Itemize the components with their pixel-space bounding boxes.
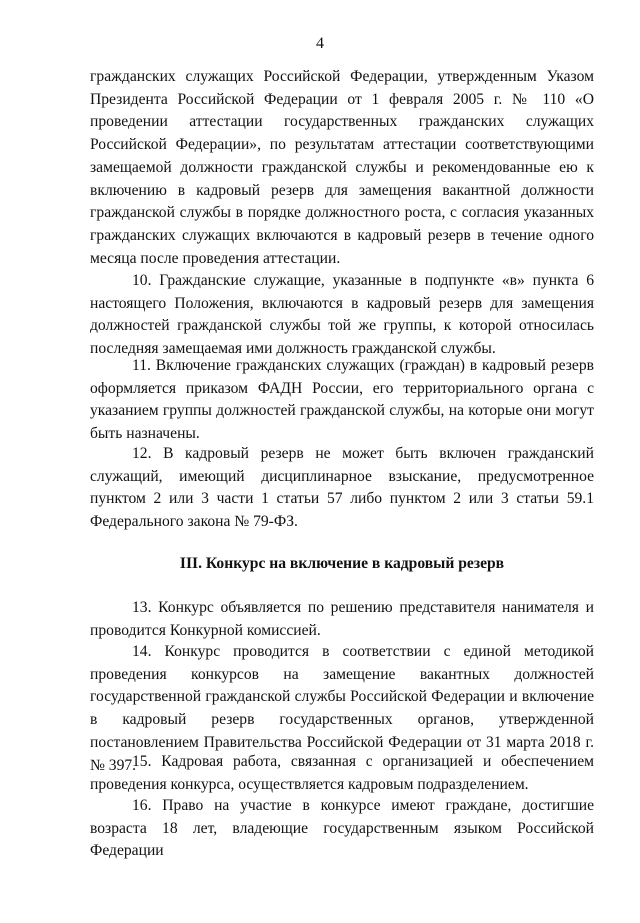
paragraph-text: 15. Кадровая работа, связанная с организацией и обеспечением проведения конкурса, осуществляется кадровым подразделением. [90,753,594,793]
paragraph-11 [90,355,594,446]
paragraph-12 [90,443,594,534]
paragraph-text: гражданских служащих Российской Федерации, утвержденным Указом Президента Российской Федерации от 1 февраля 2005 г. № 110 «О проведении аттестации государственных гражданских служащих Российской Федерации», по результатам аттестации соответствующими замещаемой должности гражданской службы и рекомендованные ею к включению в кадровый резерв для замещения вакантной должности гражданской службы в порядке должностного роста, с согласия указанных гражданских служащих включаются в кадровый резерв в течение одного месяца после проведения аттестации. [90,68,594,267]
section-heading: III. Конкурс на включение в кадровый резерв [179,555,505,572]
paragraph-text: 12. В кадровый резерв не может быть включен гражданский служащий, имеющий дисциплинарное взыскание, предусмотренное пунктом 2 или 3 части 1 статьи 57 либо пунктом 2 или 3 статьи 59.1 Федерального закона № 79-ФЗ. [90,445,594,531]
page-number: 4 [316,35,324,52]
paragraph-15 [90,751,594,796]
paragraph-text: 10. Гражданские служащие, указанные в подпункте «в» пункта 6 настоящего Положения, включаются в кадровый резерв для замещения должностей гражданской службы той же группы, к которой относилась последняя замещаемая ими должность гражданской службы. [90,272,594,358]
paragraph-13 [90,597,594,642]
paragraph-continuation [90,66,594,270]
paragraph-text: 14. Конкурс проводится в соответствии с единой методикой проведения конкурсов на замещение вакантных должностей государственной гражданской службы Российской Федерации и включение в кадровый резерв государственных органов, утвержденной постановлением Правительства Российской Федерации от 31 марта 2018 г. № 397. [90,643,594,774]
paragraph-text: 13. Конкурс объявляется по решению представителя нанимателя и проводится Конкурной комиссией. [90,599,594,639]
paragraph-16 [90,795,594,863]
paragraph-text: 11. Включение гражданских служащих (граждан) в кадровый резерв оформляется приказом ФАДН России, его территориального органа с указанием группы должностей гражданской службы, на которые они могут быть назначены. [90,357,594,443]
paragraph-text: 16. Право на участие в конкурсе имеют граждане, достигшие возраста 18 лет, владеющие государственным языком Российской Федерации [90,797,594,860]
paragraph-10 [90,270,594,361]
